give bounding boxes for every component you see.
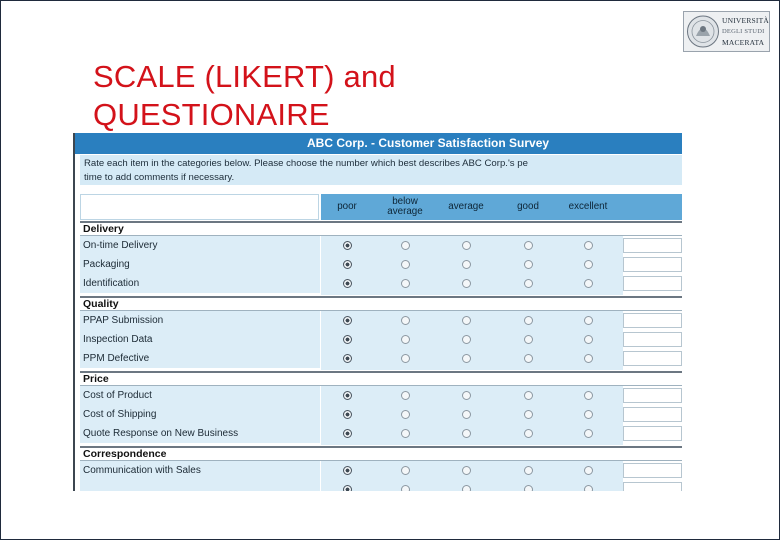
radio-below-average[interactable] bbox=[401, 429, 410, 438]
radio-good[interactable] bbox=[524, 241, 533, 250]
radio-below-average[interactable] bbox=[401, 391, 410, 400]
radio-poor[interactable] bbox=[343, 485, 352, 491]
radio-average[interactable] bbox=[462, 316, 471, 325]
radio-excellent[interactable] bbox=[584, 316, 593, 325]
radio-below-average[interactable] bbox=[401, 410, 410, 419]
radio-below-average[interactable] bbox=[401, 279, 410, 288]
logo-line-3: MACERATA bbox=[722, 38, 765, 47]
radio-below-average[interactable] bbox=[401, 260, 410, 269]
radio-average[interactable] bbox=[462, 410, 471, 419]
radio-average[interactable] bbox=[462, 485, 471, 491]
radio-average[interactable] bbox=[462, 335, 471, 344]
radio-below-average[interactable] bbox=[401, 335, 410, 344]
slide-title-line-1: SCALE (LIKERT) and bbox=[93, 59, 396, 94]
scale-label-average: average bbox=[448, 201, 484, 212]
radio-excellent[interactable] bbox=[584, 466, 593, 475]
radio-poor[interactable] bbox=[343, 391, 352, 400]
radio-poor[interactable] bbox=[343, 260, 352, 269]
instructions-line-1: Rate each item in the categories below. Please choose the number which best describes ABC Corp.'s pe bbox=[84, 158, 528, 169]
radio-average[interactable] bbox=[462, 466, 471, 475]
comment-input[interactable] bbox=[623, 313, 682, 328]
radio-average[interactable] bbox=[462, 279, 471, 288]
radio-below-average[interactable] bbox=[401, 316, 410, 325]
radio-excellent[interactable] bbox=[584, 335, 593, 344]
radio-excellent[interactable] bbox=[584, 260, 593, 269]
item-label: Cost of Product bbox=[80, 386, 320, 405]
comment-input[interactable] bbox=[623, 426, 682, 441]
radio-good[interactable] bbox=[524, 429, 533, 438]
item-label: PPAP Submission bbox=[80, 311, 320, 330]
radio-good[interactable] bbox=[524, 335, 533, 344]
radio-average[interactable] bbox=[462, 354, 471, 363]
item-label: On-time Delivery bbox=[80, 236, 320, 255]
section-header-delivery: Delivery bbox=[80, 221, 682, 236]
comment-input[interactable] bbox=[623, 463, 682, 478]
radio-below-average[interactable] bbox=[401, 485, 410, 491]
slide-title bbox=[93, 58, 396, 134]
item-label: Communication with Sales bbox=[80, 461, 320, 480]
radio-good[interactable] bbox=[524, 391, 533, 400]
radio-average[interactable] bbox=[462, 391, 471, 400]
scale-label-below-average: below average bbox=[387, 196, 423, 217]
section-header-correspondence: Correspondence bbox=[80, 446, 682, 461]
radio-excellent[interactable] bbox=[584, 354, 593, 363]
radio-excellent[interactable] bbox=[584, 485, 593, 491]
header-blank-cell bbox=[80, 194, 319, 220]
radio-average[interactable] bbox=[462, 241, 471, 250]
radio-poor[interactable] bbox=[343, 410, 352, 419]
radio-poor[interactable] bbox=[343, 466, 352, 475]
survey-instructions bbox=[80, 155, 682, 185]
survey-heading: ABC Corp. - Customer Satisfaction Survey bbox=[75, 133, 682, 154]
comment-input[interactable] bbox=[623, 482, 682, 491]
radio-average[interactable] bbox=[462, 429, 471, 438]
radio-excellent[interactable] bbox=[584, 241, 593, 250]
radio-poor[interactable] bbox=[343, 241, 352, 250]
item-label: Cost of Shipping bbox=[80, 405, 320, 424]
radio-below-average[interactable] bbox=[401, 354, 410, 363]
item-label: Inspection Data bbox=[80, 330, 320, 349]
radio-good[interactable] bbox=[524, 485, 533, 491]
item-label: Quote Response on New Business bbox=[80, 424, 320, 443]
radio-good[interactable] bbox=[524, 354, 533, 363]
comment-input[interactable] bbox=[623, 351, 682, 366]
radio-good[interactable] bbox=[524, 279, 533, 288]
slide-title-line-2: QUESTIONAIRE bbox=[93, 97, 330, 132]
scale-label-good: good bbox=[517, 201, 539, 212]
radio-poor[interactable] bbox=[343, 429, 352, 438]
radio-good[interactable] bbox=[524, 316, 533, 325]
scale-label-poor: poor bbox=[337, 201, 357, 212]
university-seal-icon bbox=[686, 14, 720, 49]
radio-excellent[interactable] bbox=[584, 429, 593, 438]
radio-average[interactable] bbox=[462, 260, 471, 269]
scale-label-excellent: excellent bbox=[568, 201, 608, 212]
rating-area bbox=[321, 386, 623, 445]
comment-input[interactable] bbox=[623, 407, 682, 422]
comment-input[interactable] bbox=[623, 257, 682, 272]
radio-good[interactable] bbox=[524, 260, 533, 269]
rating-area bbox=[321, 236, 623, 295]
radio-poor[interactable] bbox=[343, 335, 352, 344]
comment-input[interactable] bbox=[623, 332, 682, 347]
radio-poor[interactable] bbox=[343, 279, 352, 288]
item-label: PPM Defective bbox=[80, 349, 320, 368]
comment-input[interactable] bbox=[623, 238, 682, 253]
logo-line-1: UNIVERSITÀ bbox=[722, 16, 769, 25]
section-header-price: Price bbox=[80, 371, 682, 386]
radio-below-average[interactable] bbox=[401, 466, 410, 475]
rating-area bbox=[321, 461, 623, 491]
item-label bbox=[80, 480, 320, 491]
radio-good[interactable] bbox=[524, 466, 533, 475]
university-logo bbox=[683, 11, 770, 52]
survey-form-screenshot bbox=[73, 133, 682, 491]
comment-input[interactable] bbox=[623, 388, 682, 403]
radio-excellent[interactable] bbox=[584, 279, 593, 288]
comment-input[interactable] bbox=[623, 276, 682, 291]
item-label: Identification bbox=[80, 274, 320, 293]
radio-good[interactable] bbox=[524, 410, 533, 419]
section-header-quality: Quality bbox=[80, 296, 682, 311]
radio-excellent[interactable] bbox=[584, 410, 593, 419]
radio-below-average[interactable] bbox=[401, 241, 410, 250]
radio-excellent[interactable] bbox=[584, 391, 593, 400]
rating-area bbox=[321, 311, 623, 370]
radio-poor[interactable] bbox=[343, 354, 352, 363]
logo-line-2: DEGLI STUDI bbox=[722, 28, 765, 35]
instructions-line-2: time to add comments if necessary. bbox=[84, 172, 235, 183]
radio-poor[interactable] bbox=[343, 316, 352, 325]
item-label: Packaging bbox=[80, 255, 320, 274]
